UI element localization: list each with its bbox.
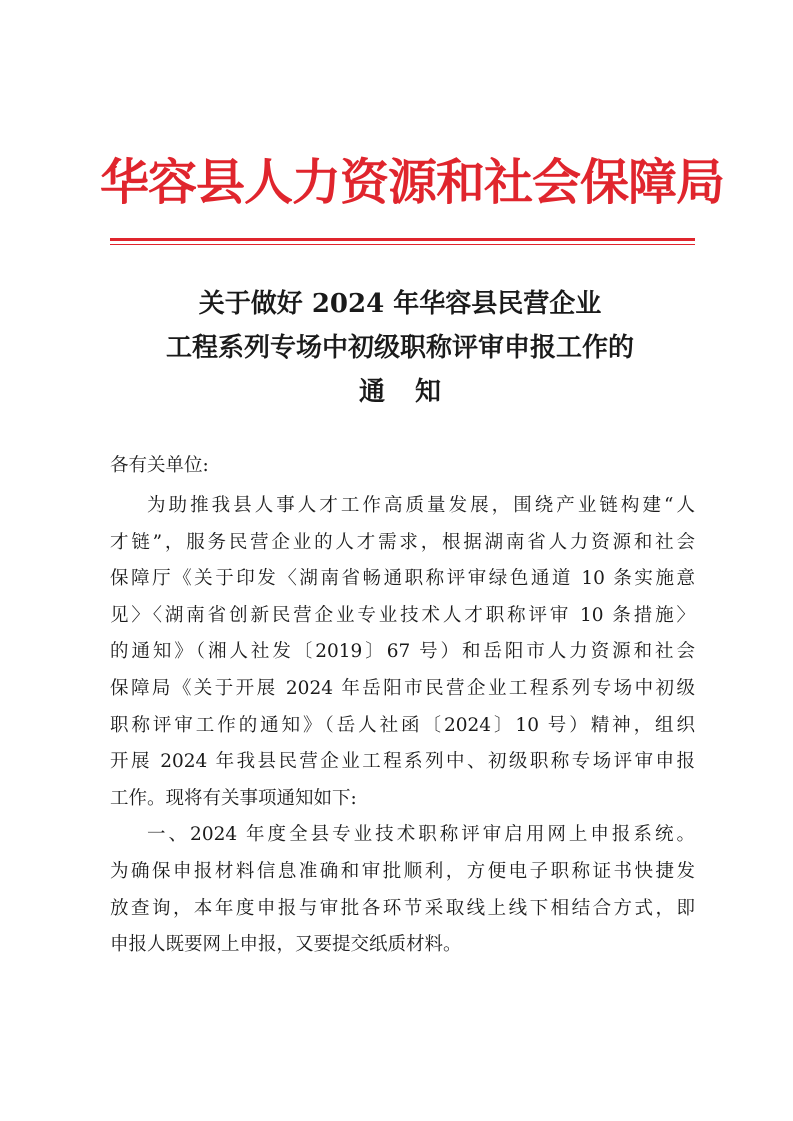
title-line-2: 工程系列专场中初级职称评审申报工作的 xyxy=(165,333,634,363)
paragraph-2-line: 申报人既要网上申报，又要提交纸质材料。 xyxy=(110,934,462,956)
title-line-3: 通知 xyxy=(358,377,471,407)
paragraph-2-line: 为确保申报材料信息准确和审批顺利，方便电子职称证书快捷发 xyxy=(110,860,695,882)
title-line-1: 关于做好 2024 年华容县民营企业 xyxy=(198,289,602,319)
paragraph-1-line: 保障局《关于开展 2024 年岳阳市民营企业工程系列专场中初级 xyxy=(110,677,695,699)
paragraph-1-line: 职称评审工作的通知》（岳人社函〔2024〕10 号）精神，组织 xyxy=(110,714,695,736)
masthead-organization: 华容县人力资源和社会保障局 xyxy=(100,154,725,211)
paragraph-1-line: 见〉〈湖南省创新民营企业专业技术人才职称评审 10 条措施〉 xyxy=(110,604,695,626)
salutation: 各有关单位: xyxy=(110,455,209,476)
paragraph-1-line: 才链”，服务民营企业的人才需求，根据湖南省人力资源和社会 xyxy=(110,531,695,553)
masthead-red-rule-thick xyxy=(110,238,695,241)
masthead-red-rule-thin xyxy=(110,244,695,245)
paragraph-1-line: 保障厅《关于印发〈湖南省畅通职称评审绿色通道 10 条实施意 xyxy=(110,568,695,590)
paragraph-1-line: 为助推我县人事人才工作高质量发展，围绕产业链构建“人 xyxy=(147,495,695,516)
paragraph-1-line: 工作。现将有关事项通知如下: xyxy=(110,787,357,809)
paragraph-2-line: 一、2024 年度全县专业技术职称评审启用网上申报系统。 xyxy=(147,824,695,846)
paragraph-1-line: 开展 2024 年我县民营企业工程系列中、初级职称专场评审申报 xyxy=(110,751,695,773)
paragraph-1-line: 的通知》（湘人社发〔2019〕67 号）和岳阳市人力资源和社会 xyxy=(110,641,695,663)
body-text xyxy=(110,488,695,964)
paragraph-2-line: 放查询，本年度申报与审批各环节采取线上线下相结合方式，即 xyxy=(110,897,695,919)
document-title xyxy=(60,282,740,414)
